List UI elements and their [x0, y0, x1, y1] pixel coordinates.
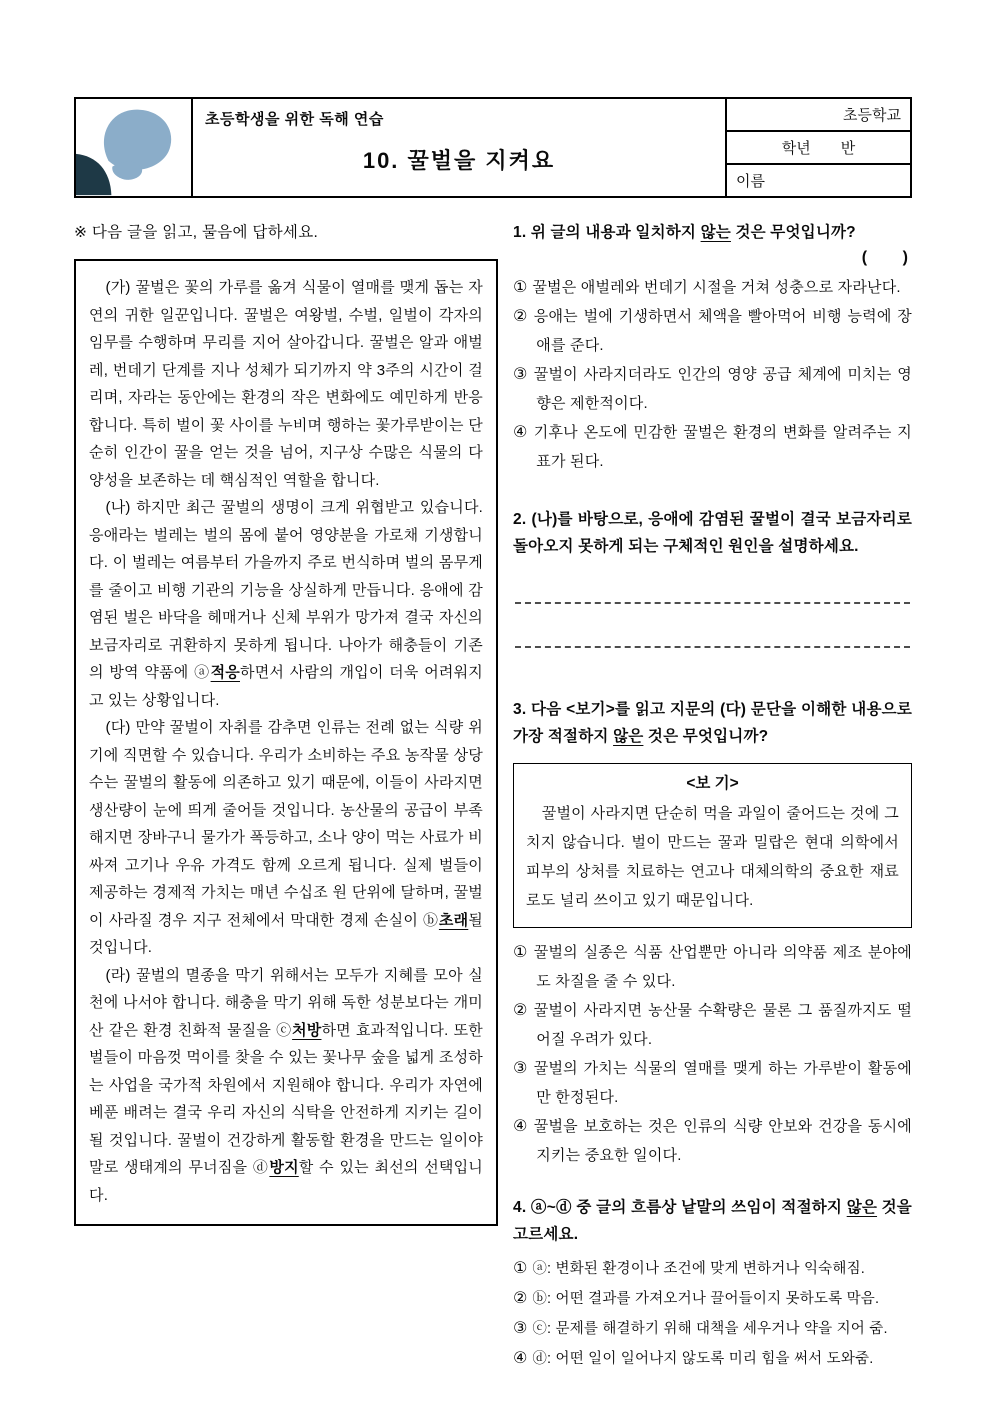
course-title: 초등학생을 위한 독해 연습: [205, 111, 384, 128]
option-marker: ①: [513, 944, 529, 961]
text-segment: 3. 다음 <보기>를 읽고 지문의 (다) 문단을 이해한 내용으로 가장 적절하지: [513, 701, 912, 745]
option-item: [513, 1112, 912, 1170]
option-text: 꿀벌은 애벌레와 번데기 시절을 거쳐 성충으로 자라난다.: [532, 279, 901, 296]
text-segment: (다) 만약 꿀벌이 자취를 감추면 인류는 전례 없는 식량 위기에 직면할 수 있습니다. 우리가 소비하는 주요 농작물 상당수는 꿀벌의 활동에 의존하고 있기 때문에, 이들이 사라지면 생산량이 눈에 띄게 줄어들 것입니다. 농산물의 공급이 부족해지면 장바구니 물가가 폭등하고, 소나 양이 먹는 사료가 비싸져 고기나 우유 가격도 함께 오르게 됩니다. 실제 벌들이 제공하는 경제적 가치는 매년 수십조 원 단위에 달하며, 꿀벌이 사라질 경우 지구 전체에서 막대한 경제 손실이 ⓑ: [89, 719, 483, 929]
text-segment: 것을 고르세요.: [513, 1199, 912, 1243]
passage-paragraph: [89, 714, 483, 962]
passage-paragraph: [89, 494, 483, 714]
option-text: ⓐ: 변화된 환경이나 조건에 맞게 변하거나 익숙해짐.: [532, 1261, 866, 1277]
option-marker: ①: [513, 1260, 528, 1277]
text-segment: (라) 꿀벌의 멸종을 막기 위해서는 모두가 지혜를 모아 실천에 나서야 합니다. 해충을 막기 위해 독한 성분보다는 개미산 같은 환경 친화적 물질을 ⓒ: [89, 966, 483, 1039]
option-text: ⓑ: 어떤 결과를 가져오거나 끌어들이지 못하도록 막음.: [532, 1291, 880, 1307]
option-item: [513, 418, 912, 476]
question-1-title: [513, 219, 912, 246]
passage-paragraph: [89, 962, 483, 1210]
passage-column: [74, 219, 498, 1374]
marked-word: 방지: [269, 1159, 299, 1176]
option-marker: ④: [513, 1350, 528, 1367]
grade-label: 학년: [781, 140, 811, 157]
logo-large-drop: [104, 110, 171, 170]
option-item: [513, 996, 912, 1054]
option-marker: ③: [513, 366, 529, 383]
name-label: 이름: [736, 173, 765, 190]
option-item: [513, 1314, 912, 1344]
question-1: [513, 219, 912, 476]
answer-blank-line: [515, 602, 910, 604]
example-box-text: 꿀벌이 사라지면 단순히 먹을 과일이 줄어드는 것에 그치지 않습니다. 벌이 만드는 꿀과 밀랍은 현대 의학에서 피부의 상처를 치료하는 연고나 대체의학의 중요한 재료로도 널리 쓰이고 있기 때문입니다.: [526, 805, 899, 909]
worksheet-header: [74, 97, 912, 198]
text-segment: 될 것입니다.: [89, 911, 483, 956]
text-segment: 것은 무엇입니까?: [730, 224, 856, 241]
option-marker: ③: [513, 1060, 529, 1077]
school-label: 초등학교: [843, 107, 901, 124]
logo-quarter-circle: [76, 154, 111, 195]
passage-paragraph: [89, 274, 483, 494]
text-segment: 1. 위 글의 내용과 일치하지: [513, 224, 701, 241]
example-box-title: <보 기>: [686, 775, 739, 792]
option-marker: ④: [513, 424, 529, 441]
question-4: [513, 1194, 912, 1374]
class-label: 반: [840, 140, 856, 157]
answer-blank-line: [515, 646, 910, 648]
student-info-cell: [727, 99, 910, 196]
option-item: [513, 938, 912, 996]
option-item: [513, 273, 912, 302]
grade-class-row: [727, 130, 910, 163]
questions-column: [513, 219, 912, 1374]
text-segment: 하면서 사람의 개입이 더욱 어려워지고 있는 상황입니다.: [89, 664, 483, 709]
option-item: [513, 360, 912, 418]
option-text: ⓓ: 어떤 일이 일어나지 않도록 미리 힘을 써서 도와줌.: [532, 1351, 874, 1367]
name-row: [727, 163, 910, 196]
text-segment: (가) 꿀벌은 꽃의 가루를 옮겨 식물이 열매를 맺게 돕는 자연의 귀한 일꾼입니다. 꿀벌은 여왕벌, 수벌, 일벌이 각자의 임무를 수행하며 무리를 지어 살아갑니다. 꿀벌은 알과 애벌레, 번데기 단계를 지나 성체가 되기까지 약 3주의 시간이 걸리며, 자라는 동안에는 환경의 작은 변화에도 예민하게 반응합니다. 특히 벌이 꽃 사이를 누비며 행하는 꽃가루받이는 단순히 인간이 꿀을 얻는 것을 넘어, 지구상 수많은 식물의 다양성을 보존하는 데 핵심적인 역할을 합니다.: [89, 279, 483, 489]
text-segment: (나) 하지만 최근 꿀벌의 생명이 크게 위협받고 있습니다. 응애라는 벌레는 벌의 몸에 붙어 영양분을 가로채 기생합니다. 이 벌레는 여름부터 가을까지 주로 번식하며 벌의 몸무게를 줄이고 비행 기관의 기능을 상실하게 만듭니다. 응애에 감염된 벌은 바닥을 헤매거나 신체 부위가 망가져 결국 자신의 보금자리로 귀환하지 못하게 됩니다. 나아가 해충들이 기존의 방역 약품에 ⓐ: [89, 499, 483, 681]
option-text: 꿀벌이 사라지더라도 인간의 영양 공급 체계에 미치는 영향은 제한적이다.: [533, 366, 912, 412]
publisher-logo: [76, 99, 193, 196]
marked-word: 적응: [210, 664, 240, 681]
main-content: [74, 219, 912, 1374]
option-text: 기후나 온도에 민감한 꿀벌은 환경의 변화를 알려주는 지표가 된다.: [533, 424, 912, 470]
question-3-title: [513, 696, 912, 750]
marked-word: 처방: [292, 1021, 322, 1039]
option-item: [513, 1054, 912, 1112]
question-1-answer-parentheses: ( ): [861, 249, 908, 266]
option-marker: ③: [513, 1320, 528, 1337]
question-3-options: [513, 938, 912, 1170]
school-row: [727, 99, 910, 130]
option-item: [513, 1344, 912, 1374]
option-marker: ②: [513, 1290, 528, 1307]
question-3: [513, 696, 912, 1170]
question-2: [513, 506, 912, 648]
question-1-options: [513, 273, 912, 476]
text-segment: 하면 효과적입니다. 또한 벌들이 마음껏 먹이를 찾을 수 있는 꽃나무 숲을 넓게 조성하는 사업을 국가적 차원에서 지원해야 합니다. 우리가 자연에 베푼 배려는 결국 우리 자신의 식탁을 안전하게 지키는 길이 될 것입니다. 꿀벌이 건강하게 활동할 환경을 만드는 일이야말로 생태계의 무너짐을 ⓓ: [89, 1021, 483, 1176]
marked-word: 초래: [438, 911, 469, 929]
option-item: [513, 1254, 912, 1284]
marked-word: 않은: [613, 728, 644, 745]
example-box: [513, 763, 912, 928]
option-marker: ①: [513, 279, 528, 296]
option-marker: ②: [513, 308, 529, 325]
passage-box: [74, 259, 498, 1226]
option-text: 꿀벌의 가치는 식물의 열매를 맺게 하는 가루받이 활동에만 한정된다.: [533, 1060, 912, 1106]
marked-word: 않은: [846, 1199, 878, 1216]
instruction-text: ※ 다음 글을 읽고, 물음에 답하세요.: [74, 224, 319, 241]
option-text: ⓒ: 문제를 해결하기 위해 대책을 세우거나 약을 지어 줌.: [532, 1321, 888, 1337]
marked-word: 않는: [700, 224, 731, 241]
question-2-answer-area: [513, 602, 912, 648]
question-2-title: 2. (나)를 바탕으로, 응애에 감염된 꿀벌이 결국 보금자리로 돌아오지 못하게 되는 구체적인 원인을 설명하세요.: [513, 511, 912, 555]
option-item: [513, 302, 912, 360]
lesson-title: 10. 꿀벌을 지켜요: [362, 148, 556, 173]
option-text: 꿀벌이 사라지면 농산물 수확량은 물론 그 품질까지도 떨어질 우려가 있다.: [533, 1002, 912, 1048]
text-segment: 것은 무엇입니까?: [643, 728, 769, 745]
header-title-cell: [193, 99, 727, 196]
option-item: [513, 1284, 912, 1314]
question-4-title: [513, 1194, 912, 1248]
question-4-options: [513, 1254, 912, 1374]
option-text: 응애는 벌에 기생하면서 체액을 빨아먹어 비행 능력에 장애를 준다.: [533, 308, 912, 354]
text-segment: 4. ⓐ~ⓓ 중 글의 흐름상 낱말의 쓰임이 적절하지: [513, 1199, 847, 1216]
option-text: 꿀벌을 보호하는 것은 인류의 식량 안보와 건강을 동시에 지키는 중요한 일이다.: [533, 1118, 912, 1164]
drop-logo-icon: [76, 99, 191, 196]
option-text: 꿀벌의 실종은 식품 산업뿐만 아니라 의약품 제조 분야에도 차질을 줄 수 있다.: [533, 944, 912, 990]
option-marker: ②: [513, 1002, 529, 1019]
text-segment: 할 수 있는 최선의 선택입니다.: [89, 1159, 483, 1204]
logo-small-drop: [112, 162, 142, 180]
option-marker: ④: [513, 1118, 529, 1135]
